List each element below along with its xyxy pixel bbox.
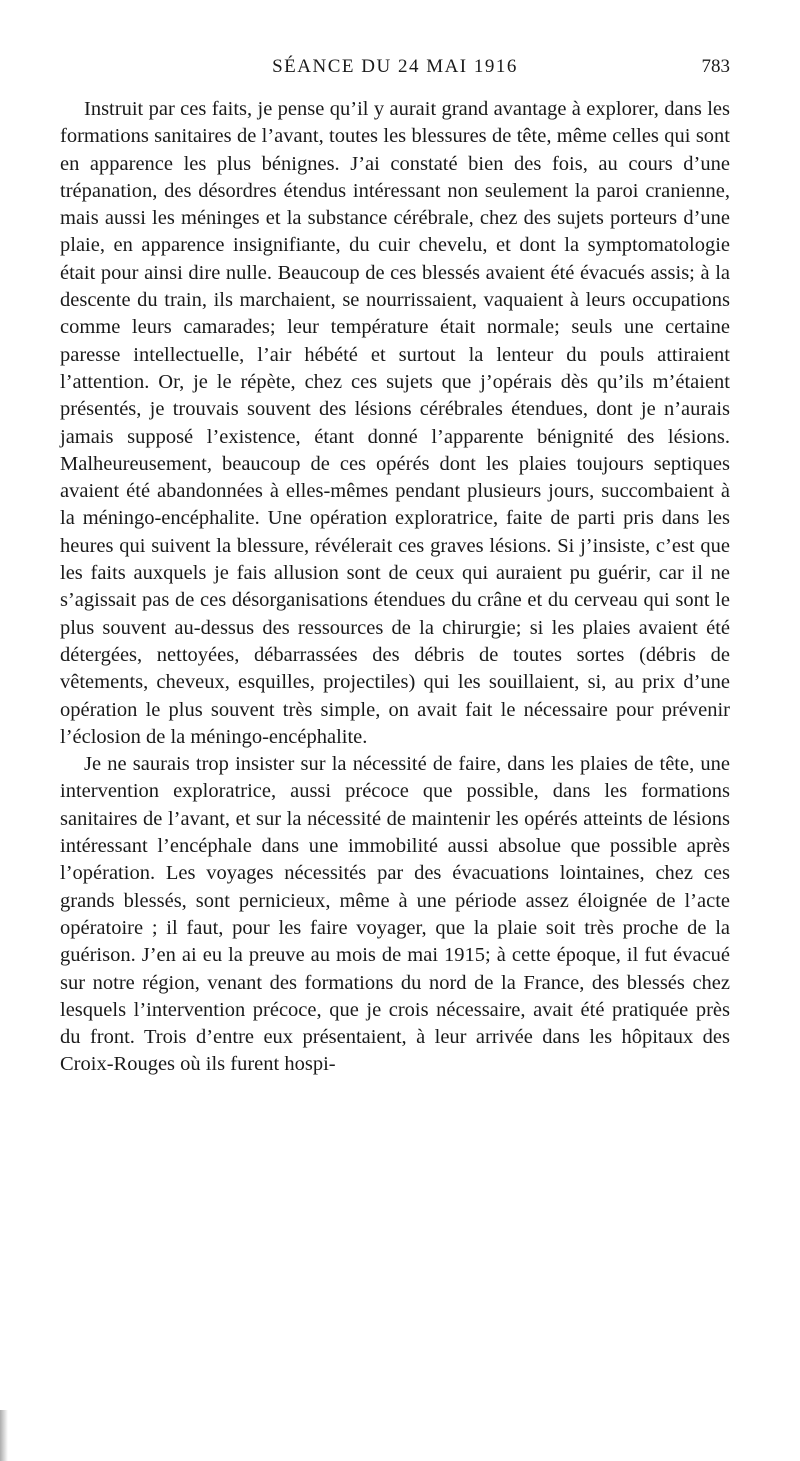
paragraph: Instruit par ces faits, je pense qu’il y aurait grand avantage à explorer, dans les formations sanitaires de l’avant, toutes les blessures de tête, même celles qui sont en apparence les plus bénignes. J’ai constaté bien des fois, au cours d’une trépanation, des désordres étendus intéressant non seulement la paroi cranienne, mais aussi les méninges et la substance cérébrale, chez des sujets porteurs d’une plaie, en apparence insignifiante, du cuir chevelu, et dont la symptomatologie était pour ainsi dire nulle. Beaucoup de ces blessés avaient été évacués assis; à la descente du train, ils marchaient, se nourrissaient, vaquaient à leurs occupations comme leurs camarades; leur température était normale; seuls une certaine paresse intellectuelle, l’air hébété et surtout la lenteur du pouls attiraient l’attention. Or, je le répète, chez ces sujets que j’opérais dès qu’ils m’étaient présentés, je trouvais souvent des lésions cérébrales étendues, dont je n’aurais jamais supposé l’existence, étant donné l’apparente bénignité des lésions. Malheureusement, beaucoup de ces opérés dont les plaies toujours septiques avaient été abandonnées à elles-mêmes pendant plusieurs jours, succombaient à la méningo-encéphalite. Une opération exploratrice, faite de parti pris dans les heures qui suivent la blessure, révélerait ces graves lésions. Si j’insiste, c’est que les faits auxquels je fais allusion sont de ceux qui auraient pu guérir, car il ne s’agissait pas de ces désorganisations étendues du crâne et du cerveau qui sont le plus souvent au-dessus des ressources de la chirurgie; si les plaies avaient été détergées, nettoyées, débarrassées des débris de toutes sortes (débris de vêtements, cheveux, esquilles, projectiles) qui les souillaient, si, au prix d’une opération le plus souvent très simple, on avait fait le nécessaire pour prévenir l’éclosion de la méningo-encéphalite. bbox=[60, 98, 730, 748]
running-head bbox=[60, 56, 730, 86]
scan-edge-mark bbox=[0, 1410, 8, 1461]
running-title: SÉANCE DU 24 MAI 1916 bbox=[272, 56, 518, 77]
page-number: 783 bbox=[701, 56, 730, 77]
body-text bbox=[60, 96, 730, 1079]
paragraph: Je ne saurais trop insister sur la nécessité de faire, dans les plaies de tête, une intervention exploratrice, aussi précoce que possible, dans les formations sanitaires de l’avant, et sur la nécessité de maintenir les opérés atteints de lésions intéressant l’encéphale dans une immobilité aussi absolue que possible après l’opération. Les voyages nécessités par des évacuations lointaines, chez ces grands blessés, sont pernicieux, même à une période assez éloignée de l’acte opératoire ; il faut, pour les faire voyager, que la plaie soit très proche de la guérison. J’en ai eu la preuve au mois de mai 1915; à cette époque, il fut évacué sur notre région, venant des formations du nord de la France, des blessés chez lesquels l’intervention précoce, que je crois nécessaire, avait été pratiquée près du front. Trois d’entre eux présentaient, à leur arrivée dans les hôpitaux des Croix-Rouges où ils furent hospi- bbox=[60, 753, 730, 1076]
